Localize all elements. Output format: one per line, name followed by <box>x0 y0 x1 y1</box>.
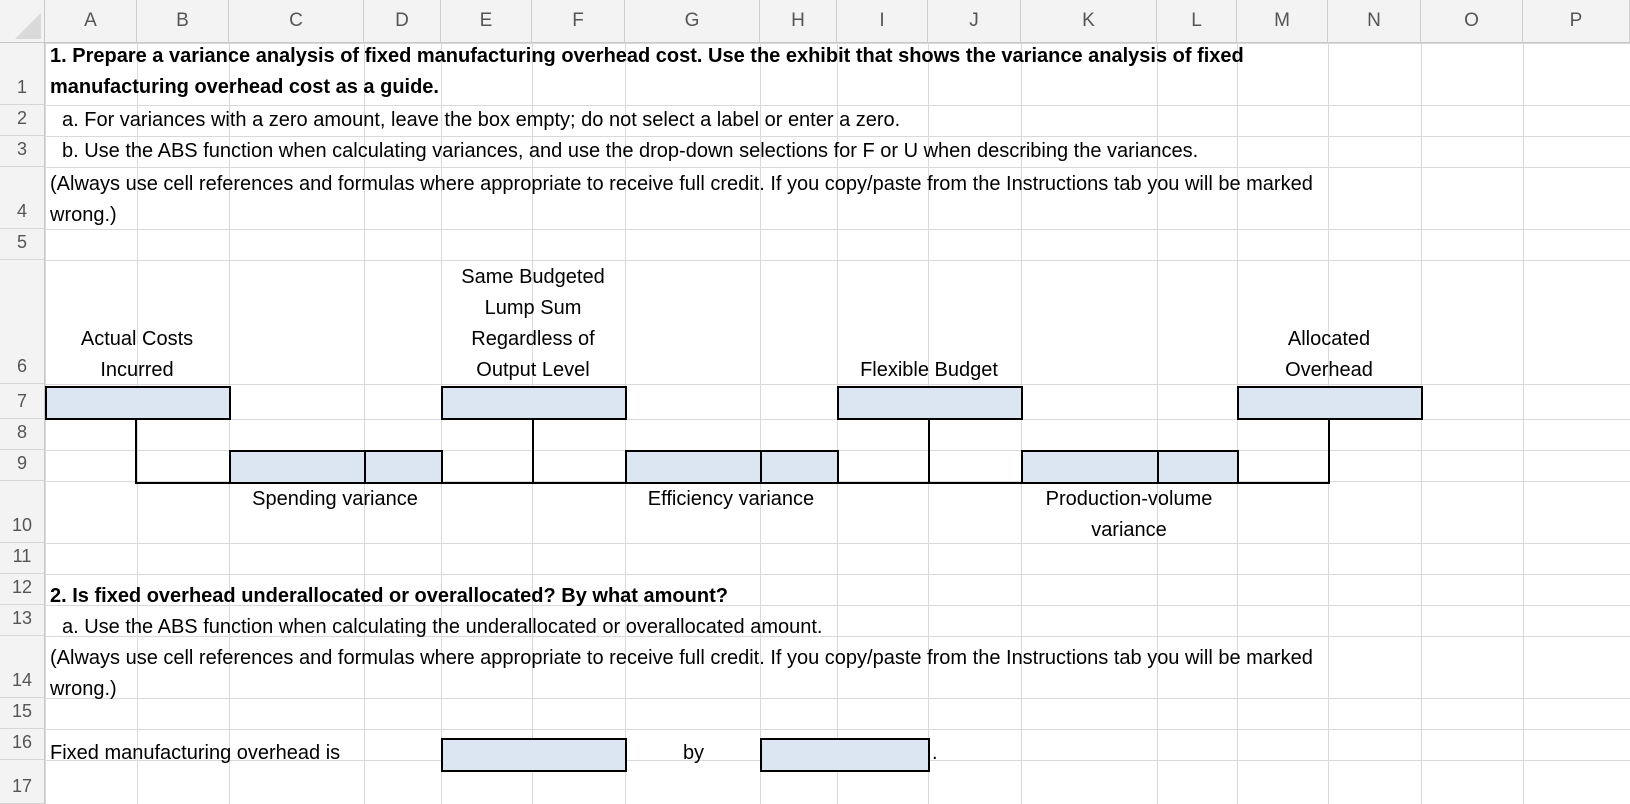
row-header-16[interactable]: 16 <box>0 729 45 760</box>
connector-samebudget-across <box>441 482 627 484</box>
connector-flexible-across <box>837 482 1023 484</box>
row-header-3[interactable]: 3 <box>0 136 45 167</box>
allocated-overhead-label-line2: Overhead <box>1285 359 1373 381</box>
column-header-p[interactable]: P <box>1523 0 1630 43</box>
connector-actual-down <box>135 419 137 484</box>
column-header-a[interactable]: A <box>45 0 137 43</box>
production-volume-variance-label-line2: variance <box>1091 519 1167 541</box>
section2-credit-line2: wrong.) <box>50 678 117 700</box>
section2-note-a: a. Use the ABS function when calculating the underallocated or overallocated amount. <box>62 616 823 638</box>
select-all-corner[interactable] <box>0 0 45 43</box>
spending-variance-amount-input[interactable] <box>229 450 366 484</box>
column-header-h[interactable]: H <box>760 0 837 43</box>
production-volume-variance-label-line1: Production-volume <box>1045 488 1213 510</box>
actual-costs-input[interactable] <box>45 386 231 420</box>
row-header-14[interactable]: 14 <box>0 636 45 698</box>
row-header-15[interactable]: 15 <box>0 698 45 729</box>
column-header-g[interactable]: G <box>625 0 760 43</box>
efficiency-variance-label: Efficiency variance <box>647 488 815 510</box>
connector-samebudget-down <box>532 419 534 484</box>
connector-allocated-across <box>1237 482 1330 484</box>
production-volume-variance-fu-select[interactable] <box>1157 450 1239 484</box>
row-header-17[interactable]: 17 <box>0 760 45 804</box>
same-budget-label-line4: Output Level <box>476 359 590 381</box>
allocation-amount-input[interactable] <box>760 738 930 772</box>
row-header-6[interactable]: 6 <box>0 260 45 384</box>
row-header-12[interactable]: 12 <box>0 574 45 605</box>
efficiency-variance-amount-input[interactable] <box>625 450 762 484</box>
actual-costs-label-line1: Actual Costs <box>80 328 194 350</box>
column-header-e[interactable]: E <box>441 0 532 43</box>
column-header-c[interactable]: C <box>229 0 364 43</box>
spending-variance-label: Spending variance <box>252 488 418 510</box>
column-header-n[interactable]: N <box>1328 0 1421 43</box>
same-budget-input[interactable] <box>441 386 627 420</box>
same-budget-label-line2: Lump Sum <box>484 297 582 319</box>
section1-credit-line2: wrong.) <box>50 204 117 226</box>
column-header-m[interactable]: M <box>1237 0 1328 43</box>
column-header-l[interactable]: L <box>1157 0 1237 43</box>
section1-note-b: b. Use the ABS function when calculating variances, and use the drop-down selections for F or U when describing the variances. <box>62 140 1199 162</box>
under-over-allocated-select[interactable] <box>441 738 627 772</box>
row-header-4[interactable]: 4 <box>0 167 45 229</box>
column-header-i[interactable]: I <box>837 0 928 43</box>
row-header-9[interactable]: 9 <box>0 450 45 481</box>
section2-title: 2. Is fixed overhead underallocated or overallocated? By what amount? <box>50 585 728 607</box>
column-header-b[interactable]: B <box>137 0 229 43</box>
allocated-overhead-label-line1: Allocated <box>1287 328 1371 350</box>
section1-title-line2: manufacturing overhead cost as a guide. <box>50 76 439 98</box>
connector-flexible-down <box>928 419 930 484</box>
section1-credit-line1: (Always use cell references and formulas where appropriate to receive full credit. If you copy/paste from the Instructions tab you will be marked <box>50 173 1313 195</box>
flexible-budget-label: Flexible Budget <box>860 359 998 381</box>
column-header-d[interactable]: D <box>364 0 441 43</box>
connector-allocated-down <box>1328 419 1330 484</box>
row-header-8[interactable]: 8 <box>0 419 45 450</box>
column-header-f[interactable]: F <box>532 0 625 43</box>
row-header-10[interactable]: 10 <box>0 481 45 543</box>
answer-by-label: by <box>682 742 705 764</box>
production-volume-variance-amount-input[interactable] <box>1021 450 1159 484</box>
answer-prefix-label: Fixed manufacturing overhead is <box>50 742 341 764</box>
row-header-7[interactable]: 7 <box>0 384 45 419</box>
column-header-j[interactable]: J <box>928 0 1021 43</box>
row-header-5[interactable]: 5 <box>0 229 45 260</box>
connector-actual-across <box>135 482 231 484</box>
same-budget-label-line1: Same Budgeted <box>461 266 605 288</box>
same-budget-label-line3: Regardless of <box>471 328 595 350</box>
actual-costs-label-line2: Incurred <box>100 359 174 381</box>
answer-period: . <box>932 742 938 764</box>
row-header-2[interactable]: 2 <box>0 105 45 136</box>
efficiency-variance-fu-select[interactable] <box>760 450 839 484</box>
row-header-11[interactable]: 11 <box>0 543 45 574</box>
row-header-13[interactable]: 13 <box>0 605 45 636</box>
spending-variance-fu-select[interactable] <box>364 450 443 484</box>
column-header-o[interactable]: O <box>1421 0 1523 43</box>
allocated-overhead-input[interactable] <box>1237 386 1423 420</box>
section1-title-line1: 1. Prepare a variance analysis of fixed manufacturing overhead cost. Use the exhibit that shows the variance analysis of fixed <box>50 45 1244 67</box>
section2-credit-line1: (Always use cell references and formulas where appropriate to receive full credit. If you copy/paste from the Instructions tab you will be marked <box>50 647 1313 669</box>
column-header-k[interactable]: K <box>1021 0 1157 43</box>
section1-note-a: a. For variances with a zero amount, leave the box empty; do not select a label or enter a zero. <box>62 109 901 131</box>
row-header-1[interactable]: 1 <box>0 43 45 105</box>
flexible-budget-input[interactable] <box>837 386 1023 420</box>
